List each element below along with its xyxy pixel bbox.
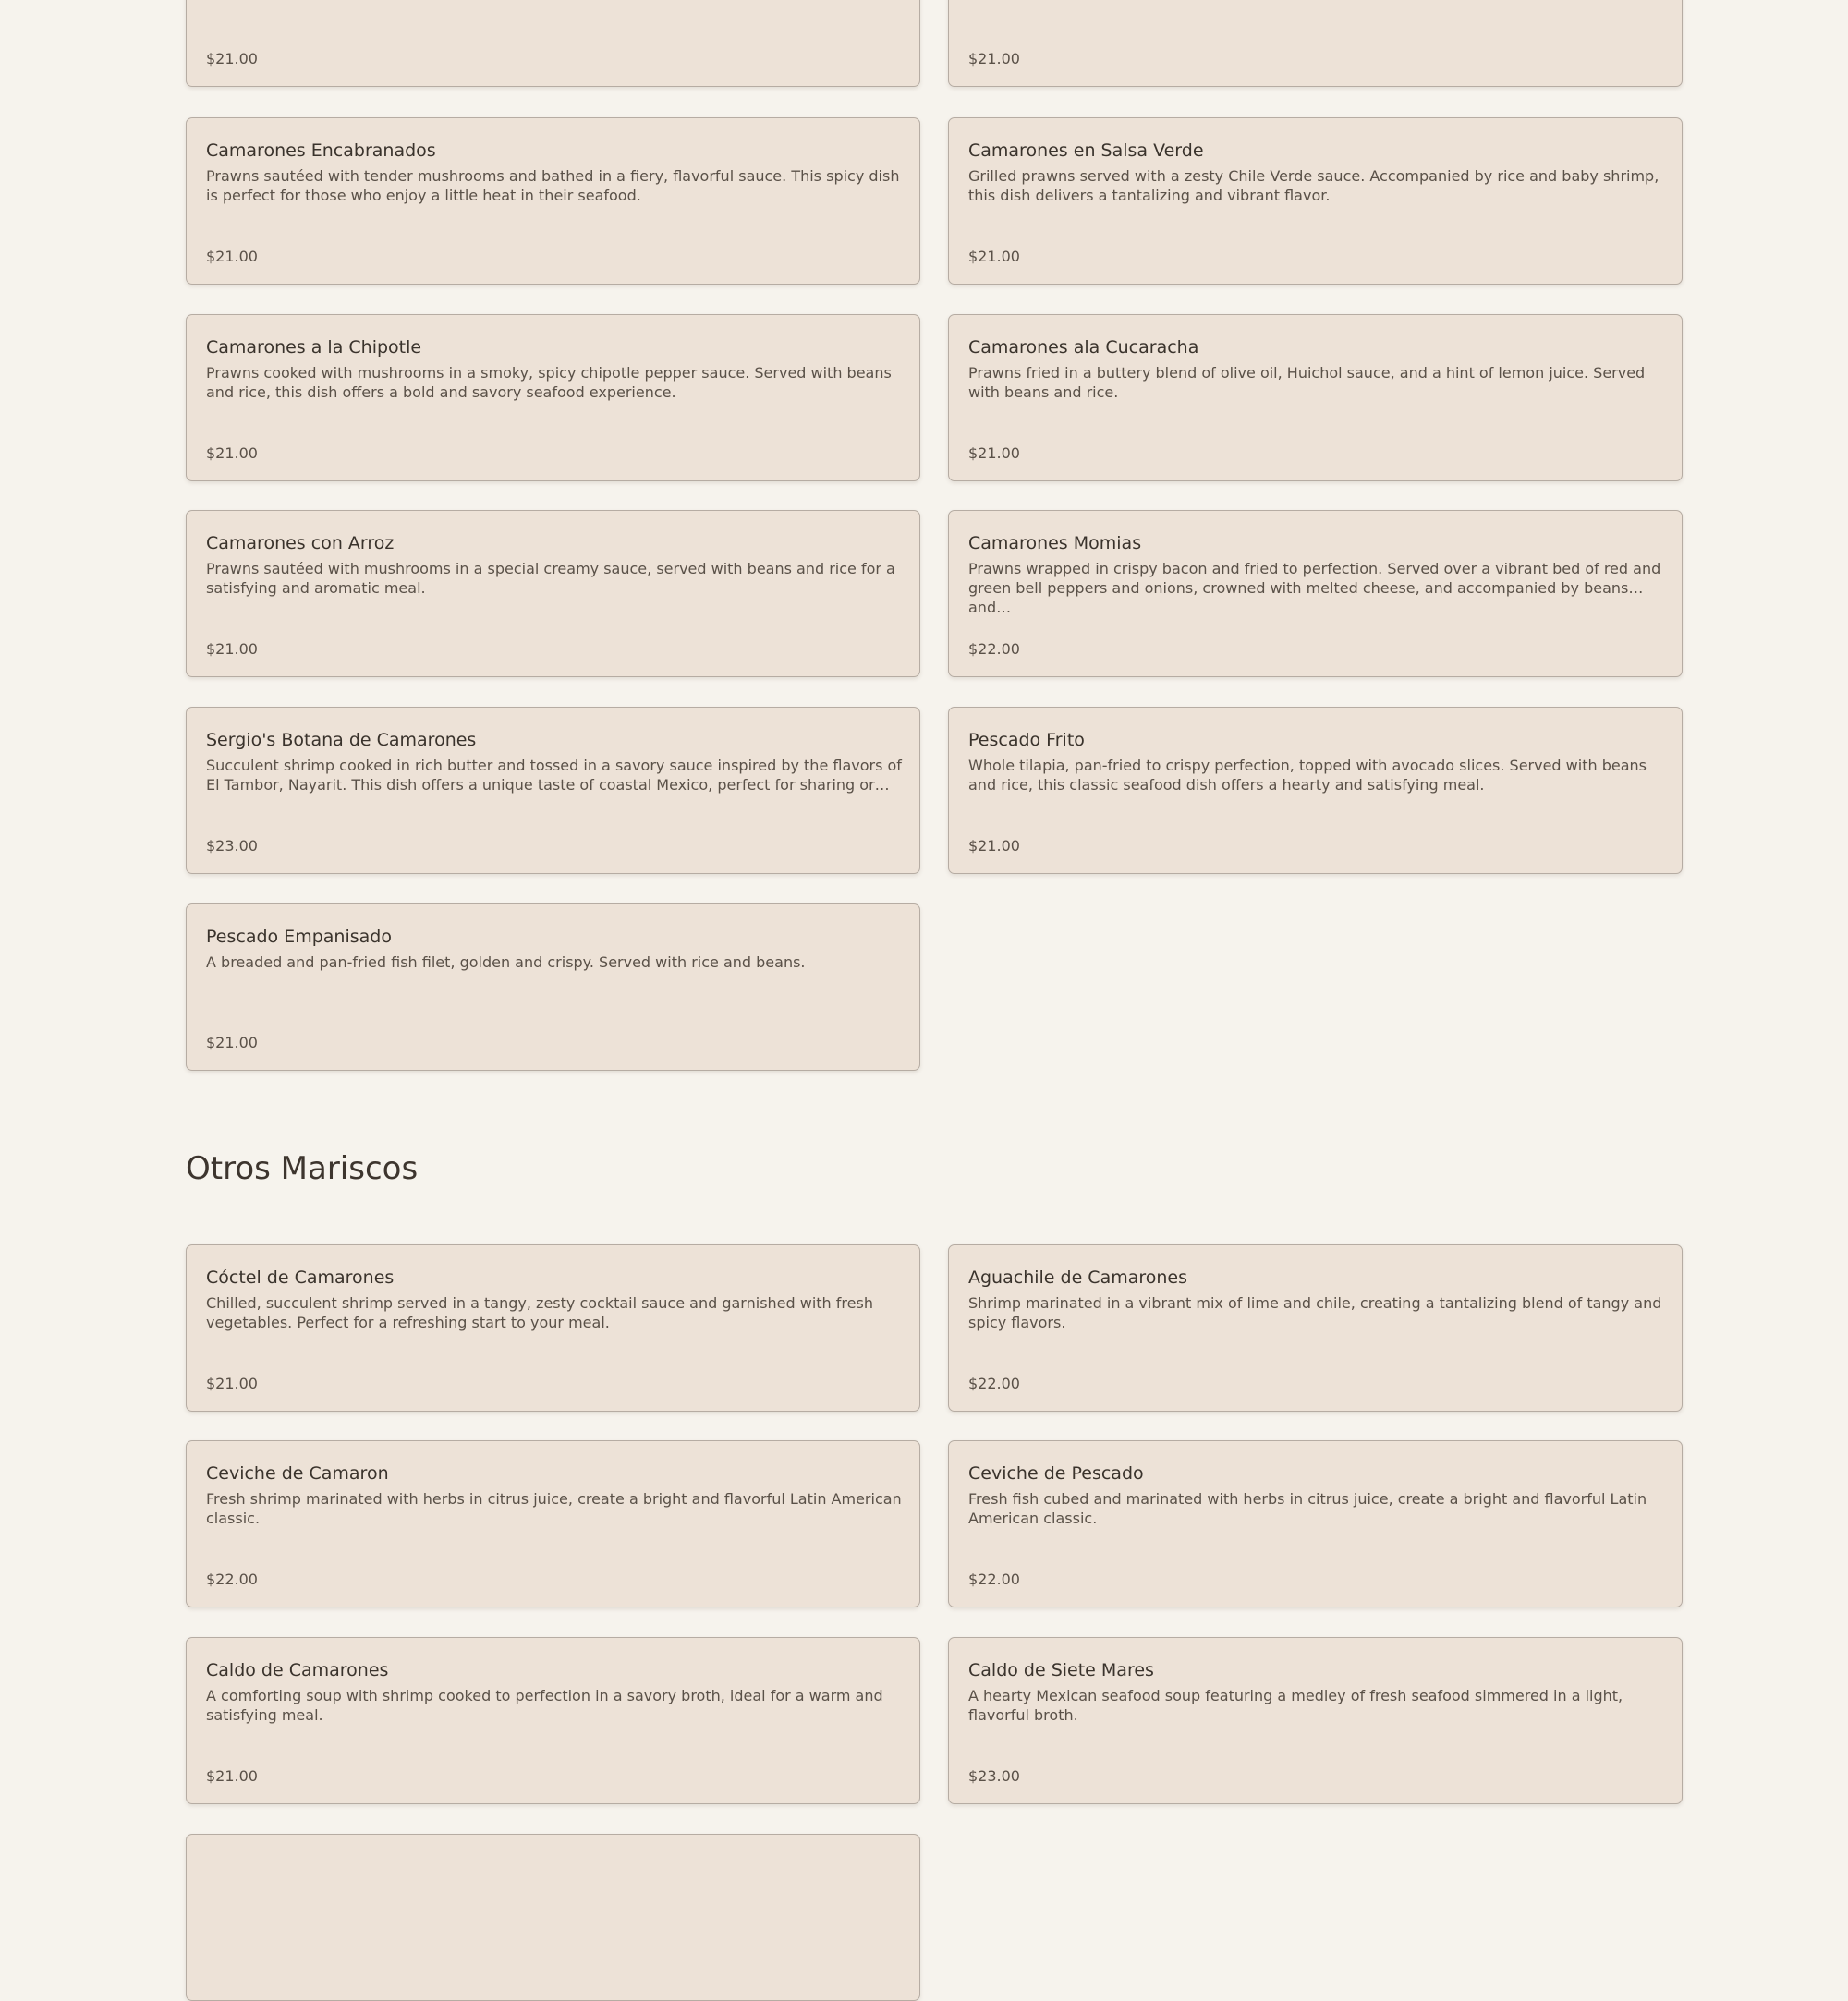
menu-item-card[interactable] bbox=[948, 0, 1683, 87]
menu-item-price: $21.00 bbox=[968, 837, 1020, 855]
menu-item-name: Caldo de Siete Mares bbox=[968, 1660, 1154, 1680]
menu-item-price: $22.00 bbox=[968, 1570, 1020, 1588]
menu-item-price: $22.00 bbox=[968, 1375, 1020, 1392]
menu-item-card[interactable] bbox=[186, 1440, 920, 1607]
menu-item-name: Aguachile de Camarones bbox=[968, 1267, 1188, 1288]
menu-item-description: Prawns sautéed with mushrooms in a special creamy sauce, served with beans and rice for a satisfying and aromatic meal. bbox=[206, 560, 895, 597]
menu-item-description: Chilled, succulent shrimp served in a tangy, zesty cocktail sauce and garnished with fresh vegetables. Perfect for a refreshing start to your meal. bbox=[206, 1294, 873, 1331]
menu-item-name: Caldo de Camarones bbox=[206, 1660, 389, 1680]
menu-item-name: Camarones a la Chipotle bbox=[206, 337, 422, 358]
menu-item-price: $21.00 bbox=[206, 640, 258, 658]
menu-item-price: $21.00 bbox=[206, 1034, 258, 1051]
menu-item-card[interactable] bbox=[186, 1244, 920, 1412]
menu-item-card[interactable] bbox=[948, 1440, 1683, 1607]
section-title: Otros Mariscos bbox=[186, 1150, 419, 1187]
menu-item-price: $23.00 bbox=[206, 837, 258, 855]
menu-item-card[interactable] bbox=[948, 1244, 1683, 1412]
menu-item-price: $21.00 bbox=[206, 50, 258, 67]
menu-item-card[interactable] bbox=[186, 707, 920, 874]
menu-item-name: Ceviche de Pescado bbox=[968, 1463, 1144, 1484]
menu-item-card[interactable] bbox=[186, 1637, 920, 1804]
menu-item-price: $22.00 bbox=[206, 1570, 258, 1588]
menu-item-name: Sergio's Botana de Camarones bbox=[206, 730, 477, 750]
menu-item-price: $23.00 bbox=[968, 1767, 1020, 1785]
menu-item-price: $21.00 bbox=[968, 50, 1020, 67]
menu-item-description: Prawns fried in a buttery blend of olive oil, Huichol sauce, and a hint of lemon juice. Served with beans and rice. bbox=[968, 364, 1646, 401]
menu-item-card[interactable] bbox=[948, 707, 1683, 874]
menu-item-card[interactable] bbox=[948, 117, 1683, 285]
menu-item-name: Camarones Momias bbox=[968, 533, 1142, 553]
menu-item-card[interactable] bbox=[186, 510, 920, 677]
menu-item-name: Camarones Encabranados bbox=[206, 140, 436, 161]
menu-item-card[interactable] bbox=[186, 0, 920, 87]
menu-item-description: Whole tilapia, pan-fried to crispy perfection, topped with avocado slices. Served with beans and rice, this classic seafood dish offers a hearty and satisfying meal. bbox=[968, 757, 1647, 794]
menu-item-description: Succulent shrimp cooked in rich butter and tossed in a savory sauce inspired by the flavors of El Tambor, Nayarit. This dish offers a unique taste of coastal Mexico, perfect for sharing or… bbox=[206, 757, 902, 794]
menu-item-name: Camarones en Salsa Verde bbox=[968, 140, 1204, 161]
menu-item-name: Ceviche de Camaron bbox=[206, 1463, 389, 1484]
menu-item-price: $22.00 bbox=[968, 640, 1020, 658]
menu-item-description: Grilled prawns served with a zesty Chile Verde sauce. Accompanied by rice and baby shrimp, this dish delivers a tantalizing and vibrant flavor. bbox=[968, 167, 1660, 204]
menu-item-name: Camarones con Arroz bbox=[206, 533, 395, 553]
menu-item-card[interactable] bbox=[948, 510, 1683, 677]
menu-item-description: A comforting soup with shrimp cooked to perfection in a savory broth, ideal for a warm and satisfying meal. bbox=[206, 1687, 883, 1724]
menu-item-name: Pescado Empanisado bbox=[206, 927, 392, 947]
menu-item-price: $21.00 bbox=[968, 248, 1020, 265]
menu-item-description: Fresh shrimp marinated with herbs in citrus juice, create a bright and flavorful Latin American classic. bbox=[206, 1490, 902, 1527]
menu-item-description: A breaded and pan-fried fish filet, golden and crispy. Served with rice and beans. bbox=[206, 953, 806, 971]
menu-item-card[interactable] bbox=[186, 117, 920, 285]
menu-item-description: Prawns wrapped in crispy bacon and fried to perfection. Served over a vibrant bed of red and green bell peppers and onions, crowned with melted cheese, and accompanied by beans and… bbox=[968, 560, 1661, 616]
menu-item-card[interactable] bbox=[186, 314, 920, 481]
menu-item-card[interactable] bbox=[186, 903, 920, 1071]
menu-item-description: Fresh fish cubed and marinated with herbs in citrus juice, create a bright and flavorful Latin American classic. bbox=[968, 1490, 1647, 1527]
menu-item-price: $21.00 bbox=[206, 248, 258, 265]
menu-item-description: Prawns cooked with mushrooms in a smoky, spicy chipotle pepper sauce. Served with beans and rice, this dish offers a bold and savory seafood experience. bbox=[206, 364, 892, 401]
menu-item-price: $21.00 bbox=[206, 1767, 258, 1785]
menu-item-card[interactable] bbox=[948, 1637, 1683, 1804]
menu-item-price: $21.00 bbox=[206, 1375, 258, 1392]
menu-item-description: Prawns sautéed with tender mushrooms and bathed in a fiery, flavorful sauce. This spicy dish is perfect for those who enjoy a little heat in their seafood. bbox=[206, 167, 900, 204]
menu-item-description: A hearty Mexican seafood soup featuring a medley of fresh seafood simmered in a light, flavorful broth. bbox=[968, 1687, 1623, 1724]
menu-item-card[interactable] bbox=[948, 314, 1683, 481]
menu-item-name: Pescado Frito bbox=[968, 730, 1085, 750]
menu-item-name: Cóctel de Camarones bbox=[206, 1267, 395, 1288]
menu-item-description: Shrimp marinated in a vibrant mix of lime and chile, creating a tantalizing blend of tangy and spicy flavors. bbox=[968, 1294, 1662, 1331]
menu-item-name: Camarones ala Cucaracha bbox=[968, 337, 1199, 358]
menu-item-card[interactable] bbox=[186, 1834, 920, 2001]
menu-item-price: $21.00 bbox=[206, 444, 258, 462]
menu-item-price: $21.00 bbox=[968, 444, 1020, 462]
